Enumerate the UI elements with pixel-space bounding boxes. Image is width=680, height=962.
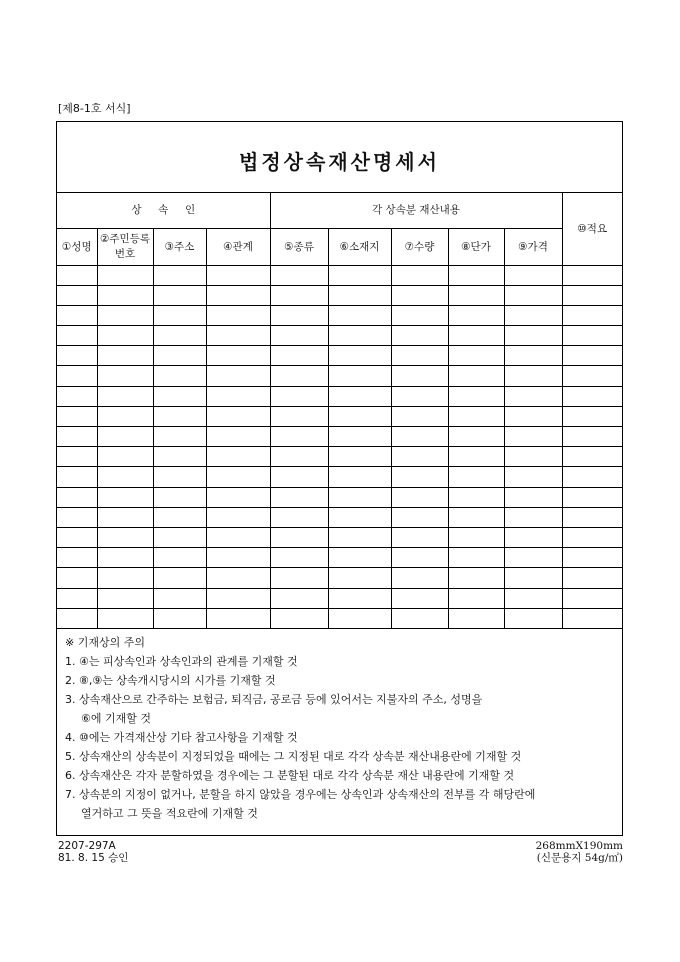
entry-cell[interactable] [448,527,504,547]
entry-cell[interactable] [97,568,153,588]
entry-cell[interactable] [448,346,504,366]
entry-cell[interactable] [206,527,270,547]
column-header: ⑧단가 [448,228,504,265]
entry-cell[interactable] [562,568,622,588]
table-row [57,507,622,527]
entry-cell[interactable] [206,427,270,447]
entry-cell[interactable] [562,487,622,507]
entry-cell[interactable] [448,447,504,467]
entry-cell[interactable] [448,285,504,305]
entry-cell[interactable] [97,467,153,487]
entry-cell[interactable] [504,487,562,507]
note-item: 1. ④는 피상속인과 상속인과의 관계를 기재할 것 [65,655,298,668]
entry-cell[interactable] [328,568,391,588]
entry-cell[interactable] [448,427,504,447]
entry-cell[interactable] [328,386,391,406]
entry-cell[interactable] [270,265,328,285]
form-number: 2207-297A [58,840,116,852]
entry-cell[interactable] [270,568,328,588]
entry-cell[interactable] [562,467,622,487]
entry-cell[interactable] [153,406,206,426]
note-item: 7. 상속분의 지정이 없거나, 분할을 하지 않았을 경우에는 상속인과 상속재산의 전부를 각 해당란에 [65,788,536,801]
entry-cell[interactable] [57,265,97,285]
entry-cell[interactable] [328,527,391,547]
entry-cell[interactable] [562,265,622,285]
entry-cell[interactable] [562,588,622,608]
table-row [57,568,622,588]
footer-left [58,840,128,864]
entry-cell[interactable] [504,386,562,406]
approval-date: 81. 8. 15 승인 [58,852,129,864]
entry-cell[interactable] [448,568,504,588]
entry-cell[interactable] [206,487,270,507]
entry-cell[interactable] [153,366,206,386]
note-item: 2. ⑧,⑨는 상속개시당시의 시가를 기재할 것 [65,674,276,687]
entry-cell[interactable] [97,386,153,406]
entry-cell[interactable] [270,366,328,386]
entry-cell[interactable] [97,285,153,305]
entry-cell[interactable] [97,406,153,426]
entry-cell[interactable] [270,447,328,467]
entry-cell[interactable] [270,406,328,426]
entry-cell[interactable] [97,588,153,608]
remarks-header: ⑩적요 [562,192,622,265]
entry-cell[interactable] [328,608,391,628]
entry-cell[interactable] [57,548,97,568]
table-row [57,447,622,467]
table-row [57,548,622,568]
table-row [57,346,622,366]
entry-cell[interactable] [391,608,448,628]
entry-cell[interactable] [270,346,328,366]
entry-cell[interactable] [391,568,448,588]
entry-cell[interactable] [562,326,622,346]
entry-cell[interactable] [57,527,97,547]
footer-right [536,840,623,864]
table-row [57,427,622,447]
entry-cell[interactable] [504,588,562,608]
entry-cell[interactable] [504,527,562,547]
entry-cell[interactable] [206,326,270,346]
entry-cell[interactable] [391,527,448,547]
entry-cell[interactable] [206,366,270,386]
table-row [57,366,622,386]
entry-cell[interactable] [153,467,206,487]
entry-cell[interactable] [562,507,622,527]
entry-cell[interactable] [504,467,562,487]
table-row [57,326,622,346]
table-row [57,608,622,628]
entry-cell[interactable] [328,548,391,568]
entry-cell[interactable] [57,467,97,487]
entry-cell[interactable] [97,447,153,467]
entry-cell[interactable] [328,588,391,608]
note-item: 6. 상속재산은 각자 분할하였을 경우에는 그 분할된 대로 각각 상속분 재산 내용란에 기재할 것 [65,769,515,782]
entry-cell[interactable] [448,326,504,346]
table-row [57,588,622,608]
table-row [57,305,622,325]
entry-cell[interactable] [270,305,328,325]
entry-cell[interactable] [270,487,328,507]
entry-cell[interactable] [270,588,328,608]
entry-cell[interactable] [328,285,391,305]
entry-cell[interactable] [57,447,97,467]
column-header: ①성명 [57,228,97,265]
entry-cell[interactable] [97,305,153,325]
entry-cell[interactable] [504,366,562,386]
entry-cell[interactable] [57,487,97,507]
entry-cell[interactable] [328,507,391,527]
entry-cell[interactable] [153,346,206,366]
entry-cell[interactable] [391,427,448,447]
entry-cell[interactable] [504,507,562,527]
entry-cell[interactable] [562,305,622,325]
table-row [57,467,622,487]
entry-cell[interactable] [270,427,328,447]
entry-cell[interactable] [97,548,153,568]
entry-cell[interactable] [328,265,391,285]
entry-cell[interactable] [391,305,448,325]
entry-cell[interactable] [57,285,97,305]
table-row [57,406,622,426]
table-row [57,285,622,305]
entry-cell[interactable] [448,548,504,568]
entry-cell[interactable] [504,265,562,285]
heir-group-header: 상 속 인 [57,192,270,228]
entry-cell[interactable] [206,406,270,426]
entry-cell[interactable] [328,366,391,386]
column-header: ⑨가격 [504,228,562,265]
entry-cell[interactable] [57,608,97,628]
entry-cell[interactable] [206,447,270,467]
entry-cell[interactable] [328,487,391,507]
entry-cell[interactable] [504,427,562,447]
entry-cell[interactable] [206,608,270,628]
entry-cell[interactable] [391,285,448,305]
entry-cell[interactable] [448,487,504,507]
entry-cell[interactable] [270,285,328,305]
entry-cell[interactable] [504,406,562,426]
entry-cell[interactable] [97,507,153,527]
entry-cell[interactable] [206,588,270,608]
paper-spec: (신문용지 54g/㎡) [536,852,623,864]
column-header: ⑤종류 [270,228,328,265]
entry-cell[interactable] [206,548,270,568]
entry-cell[interactable] [270,608,328,628]
entry-cell[interactable] [391,406,448,426]
entry-cell[interactable] [206,346,270,366]
column-header: ③주소 [153,228,206,265]
entry-cell[interactable] [391,366,448,386]
notes-list [65,652,614,823]
entry-cell[interactable] [97,346,153,366]
form-code: [제8-1호 서식] [58,102,131,115]
entry-cell[interactable] [206,285,270,305]
entry-cell[interactable] [97,527,153,547]
entry-cell[interactable] [57,427,97,447]
entry-cell[interactable] [504,608,562,628]
entry-cell[interactable] [270,467,328,487]
entry-cell[interactable] [448,386,504,406]
entry-cell[interactable] [97,487,153,507]
entry-cell[interactable] [391,588,448,608]
entry-cell[interactable] [504,326,562,346]
entry-cell[interactable] [97,265,153,285]
entry-cell[interactable] [153,568,206,588]
entry-cell[interactable] [97,366,153,386]
notes-heading: ※ 기재상의 주의 [65,636,145,649]
entry-cell[interactable] [391,548,448,568]
entry-cell[interactable] [448,265,504,285]
entry-cell[interactable] [504,285,562,305]
table-row [57,265,622,285]
entry-cell[interactable] [153,527,206,547]
entry-cell[interactable] [391,467,448,487]
table-row [57,386,622,406]
entry-cell[interactable] [206,305,270,325]
entry-cell[interactable] [153,427,206,447]
title-area [57,122,622,193]
entry-cell[interactable] [562,527,622,547]
entry-cell[interactable] [504,346,562,366]
entry-cell[interactable] [328,326,391,346]
entry-cell[interactable] [391,487,448,507]
entry-cell[interactable] [562,346,622,366]
property-table [57,192,622,629]
entry-cell[interactable] [206,507,270,527]
note-item: 3. 상속재산으로 간주하는 보험금, 퇴직금, 공로금 등에 있어서는 지불자의 주소, 성명을 [65,693,483,706]
table-row [57,527,622,547]
entry-cell[interactable] [562,406,622,426]
notes-section [57,627,622,823]
entry-cell[interactable] [97,608,153,628]
entry-cell[interactable] [504,568,562,588]
entry-cell[interactable] [153,447,206,467]
entry-cell[interactable] [504,548,562,568]
entry-cell[interactable] [153,548,206,568]
entry-cell[interactable] [153,285,206,305]
entry-cell[interactable] [562,427,622,447]
entry-cell[interactable] [153,326,206,346]
entry-cell[interactable] [97,326,153,346]
entry-cell[interactable] [57,346,97,366]
entry-cell[interactable] [270,527,328,547]
entry-cell[interactable] [153,487,206,507]
entry-cell[interactable] [391,447,448,467]
column-header: ⑥소재지 [328,228,391,265]
entry-cell[interactable] [391,346,448,366]
entry-cell[interactable] [270,326,328,346]
entry-cell[interactable] [328,427,391,447]
entry-cell[interactable] [448,507,504,527]
paper-size: 268mmX190mm [535,840,623,852]
form-frame [56,121,623,836]
entry-cell[interactable] [153,265,206,285]
entry-cell[interactable] [270,507,328,527]
entry-cell[interactable] [562,548,622,568]
property-group-header: 각 상속분 재산내용 [270,192,562,228]
entry-cell[interactable] [206,386,270,406]
entry-cell[interactable] [328,305,391,325]
entry-cell[interactable] [270,386,328,406]
entry-cell[interactable] [206,568,270,588]
entry-cell[interactable] [448,467,504,487]
entry-cell[interactable] [328,406,391,426]
entry-cell[interactable] [206,265,270,285]
note-item-continued: 열거하고 그 뜻을 적요란에 기재할 것 [81,807,258,820]
entry-cell[interactable] [97,427,153,447]
entry-cell[interactable] [57,386,97,406]
entry-cell[interactable] [562,366,622,386]
column-header: ⑦수량 [391,228,448,265]
entry-cell[interactable] [391,265,448,285]
entry-cell[interactable] [504,305,562,325]
entry-cell[interactable] [153,507,206,527]
column-header: ②주민등록번호 [97,228,153,265]
entry-cell[interactable] [57,568,97,588]
entry-cell[interactable] [562,447,622,467]
entry-cell[interactable] [206,467,270,487]
entry-cell[interactable] [562,386,622,406]
page-title: 법정상속재산명세서 [239,150,440,174]
entry-cell[interactable] [448,305,504,325]
note-item: 4. ⑩에는 가격재산상 기타 참고사항을 기재할 것 [65,731,298,744]
entry-cell[interactable] [328,346,391,366]
entry-cell[interactable] [562,285,622,305]
entry-cell[interactable] [328,447,391,467]
entry-cell[interactable] [448,588,504,608]
entry-cell[interactable] [57,507,97,527]
entry-cell[interactable] [448,406,504,426]
entry-cell[interactable] [391,386,448,406]
entry-cell[interactable] [57,406,97,426]
entry-cell[interactable] [57,366,97,386]
entry-cell[interactable] [391,507,448,527]
entry-cell[interactable] [448,366,504,386]
table-row [57,487,622,507]
entry-cell[interactable] [448,608,504,628]
entry-cell[interactable] [57,588,97,608]
entry-cell[interactable] [153,305,206,325]
entry-cell[interactable] [391,326,448,346]
entry-cell[interactable] [153,386,206,406]
entry-cell[interactable] [562,608,622,628]
entry-cell[interactable] [504,447,562,467]
column-header: ④관계 [206,228,270,265]
entry-cell[interactable] [270,548,328,568]
entry-cell[interactable] [328,467,391,487]
entry-cell[interactable] [153,588,206,608]
note-item-continued: ⑥에 기재할 것 [81,712,151,725]
entry-cell[interactable] [153,608,206,628]
note-item: 5. 상속재산의 상속분이 지정되었을 때에는 그 지정된 대로 각각 상속분 재산내용란에 기재할 것 [65,750,522,763]
entry-cell[interactable] [57,305,97,325]
entry-cell[interactable] [57,326,97,346]
